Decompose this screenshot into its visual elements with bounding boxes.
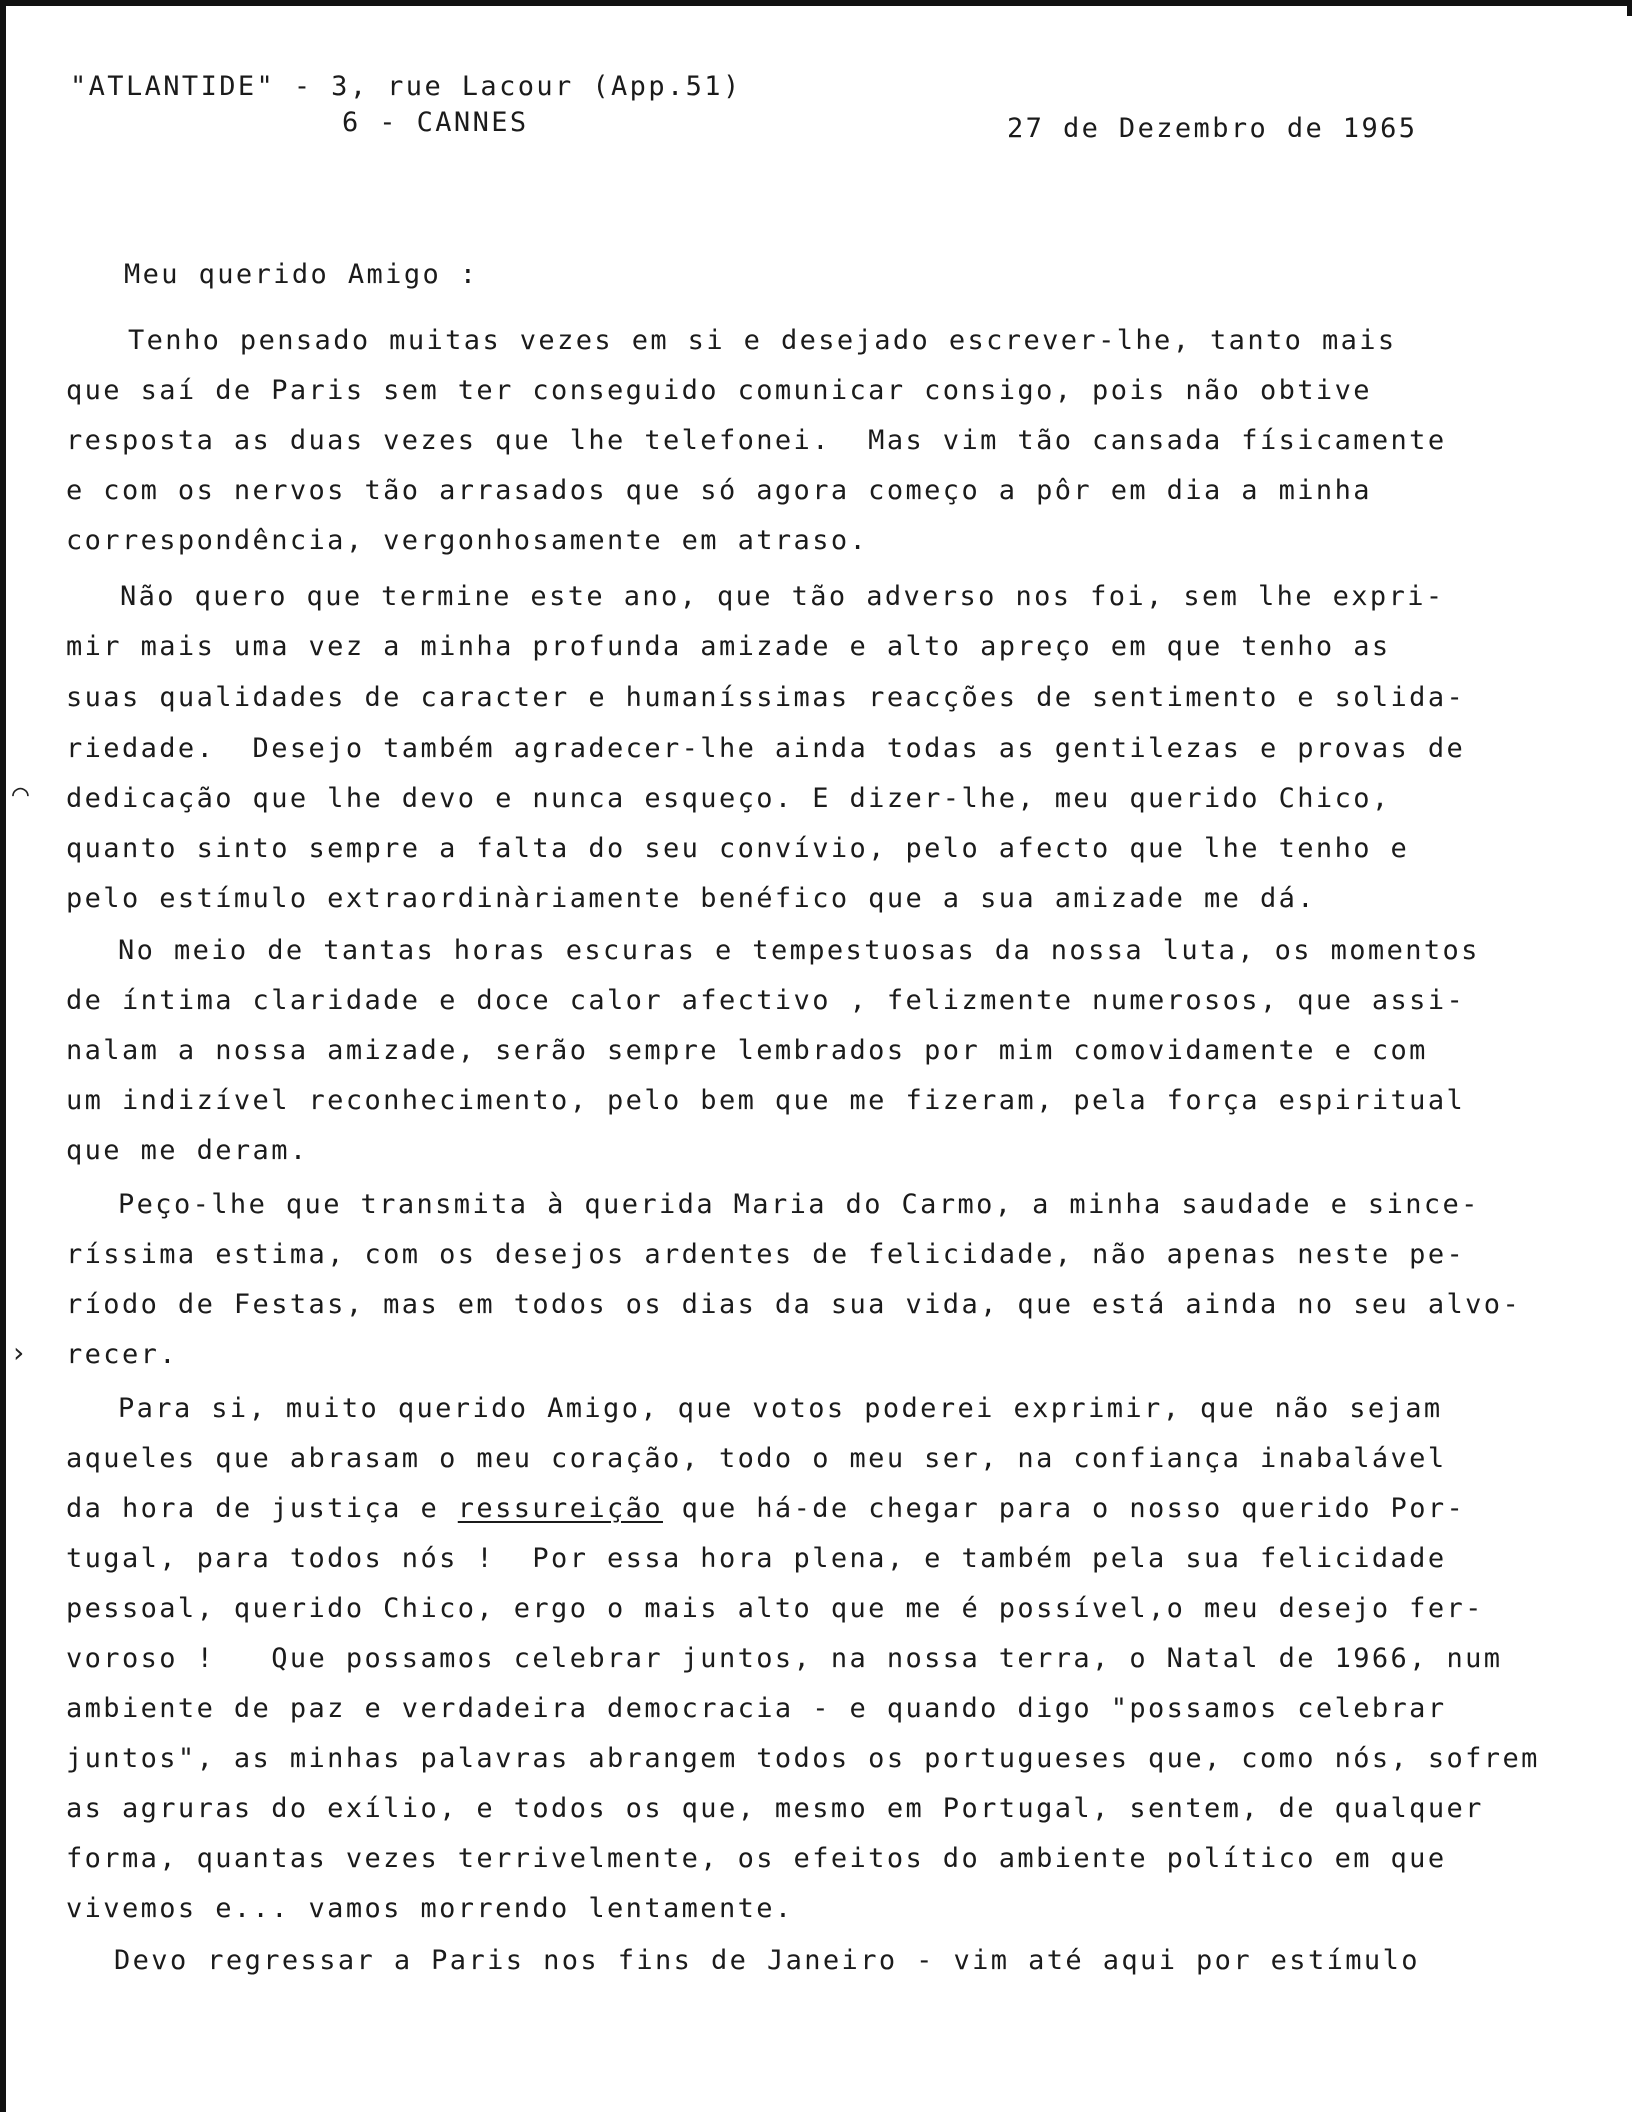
body-line-with-underline bbox=[66, 1492, 1465, 1526]
body-line: que me deram. bbox=[66, 1135, 309, 1166]
body-line: que saí de Paris sem ter conseguido comunicar consigo, pois não obtive bbox=[66, 375, 1372, 406]
body-line: pessoal, querido Chico, ergo o mais alto que me é possível,o meu desejo fer- bbox=[66, 1593, 1484, 1624]
body-line: Tenho pensado muitas vezes em si e desejado escrever-lhe, tanto mais bbox=[128, 325, 1397, 356]
body-line: aqueles que abrasam o meu coração, todo o meu ser, na confiança inabalável bbox=[66, 1443, 1447, 1474]
sender-address-line1: "ATLANTIDE" - 3, rue Lacour (App.51) bbox=[70, 71, 742, 102]
body-line: ambiente de paz e verdadeira democracia - e quando digo "possamos celebrar bbox=[66, 1693, 1447, 1724]
body-line: Peço-lhe que transmita à querida Maria do Carmo, a minha saudade e since- bbox=[118, 1189, 1480, 1220]
body-line: vivemos e... vamos morrendo lentamente. bbox=[66, 1893, 794, 1924]
body-line: nalam a nossa amizade, serão sempre lembrados por mim comovidamente e com bbox=[66, 1035, 1428, 1066]
body-line: resposta as duas vezes que lhe telefonei. Mas vim tão cansada físicamente bbox=[66, 425, 1447, 456]
body-line: as agruras do exílio, e todos os que, mesmo em Portugal, sentem, de qualquer bbox=[66, 1793, 1484, 1824]
letter-date: 27 de Dezembro de 1965 bbox=[1007, 113, 1418, 144]
body-line: correspondência, vergonhosamente em atraso. bbox=[66, 525, 869, 556]
body-line: mir mais uma vez a minha profunda amizade e alto apreço em que tenho as bbox=[66, 631, 1391, 662]
body-text: que há-de chegar para o nosso querido Por- bbox=[662, 1493, 1466, 1524]
body-line: riedade. Desejo também agradecer-lhe ainda todas as gentilezas e provas de bbox=[66, 733, 1466, 764]
margin-mark: ⌒ bbox=[12, 776, 29, 809]
body-line: suas qualidades de caracter e humaníssimas reacções de sentimento e solida- bbox=[66, 682, 1466, 713]
page-corner-mark bbox=[1606, 0, 1632, 16]
underlined-word: ressureição bbox=[457, 1493, 663, 1524]
body-line: ríodo de Festas, mas em todos os dias da sua vida, que está ainda no seu alvo- bbox=[66, 1289, 1522, 1320]
page-left-edge bbox=[0, 0, 6, 2112]
body-line: juntos", as minhas palavras abrangem todos os portugueses que, como nós, sofrem bbox=[66, 1743, 1540, 1774]
body-line: forma, quantas vezes terrivelmente, os efeitos do ambiente político em que bbox=[66, 1843, 1447, 1874]
sender-address-line2: 6 - CANNES bbox=[342, 107, 529, 138]
body-line: voroso ! Que possamos celebrar juntos, na nossa terra, o Natal de 1966, num bbox=[66, 1643, 1503, 1674]
body-line: pelo estímulo extraordinàriamente benéfico que a sua amizade me dá. bbox=[66, 883, 1316, 914]
body-line: ríssima estima, com os desejos ardentes de felicidade, não apenas neste pe- bbox=[66, 1239, 1466, 1270]
body-line: tugal, para todos nós ! Por essa hora plena, e também pela sua felicidade bbox=[66, 1543, 1447, 1574]
margin-mark: › bbox=[10, 1336, 27, 1369]
body-line: e com os nervos tão arrasados que só agora começo a pôr em dia a minha bbox=[66, 475, 1372, 506]
body-text: da hora de justiça e bbox=[66, 1493, 458, 1524]
body-line: Devo regressar a Paris nos fins de Janeiro - vim até aqui por estímulo bbox=[114, 1945, 1420, 1976]
body-line: de íntima claridade e doce calor afectivo , felizmente numerosos, que assi- bbox=[66, 985, 1466, 1016]
body-line: quanto sinto sempre a falta do seu convívio, pelo afecto que lhe tenho e bbox=[66, 833, 1410, 864]
body-line: No meio de tantas horas escuras e tempestuosas da nossa luta, os momentos bbox=[118, 935, 1480, 966]
body-line: Não quero que termine este ano, que tão adverso nos foi, sem lhe expri- bbox=[120, 581, 1445, 612]
body-line: recer. bbox=[66, 1339, 178, 1370]
body-line: um indizível reconhecimento, pelo bem que me fizeram, pela força espiritual bbox=[66, 1085, 1466, 1116]
body-line: dedicação que lhe devo e nunca esqueço. E dizer-lhe, meu querido Chico, bbox=[66, 783, 1391, 814]
salutation: Meu querido Amigo : bbox=[124, 259, 479, 290]
page-top-edge bbox=[0, 0, 1632, 6]
body-line: Para si, muito querido Amigo, que votos poderei exprimir, que não sejam bbox=[118, 1393, 1443, 1424]
